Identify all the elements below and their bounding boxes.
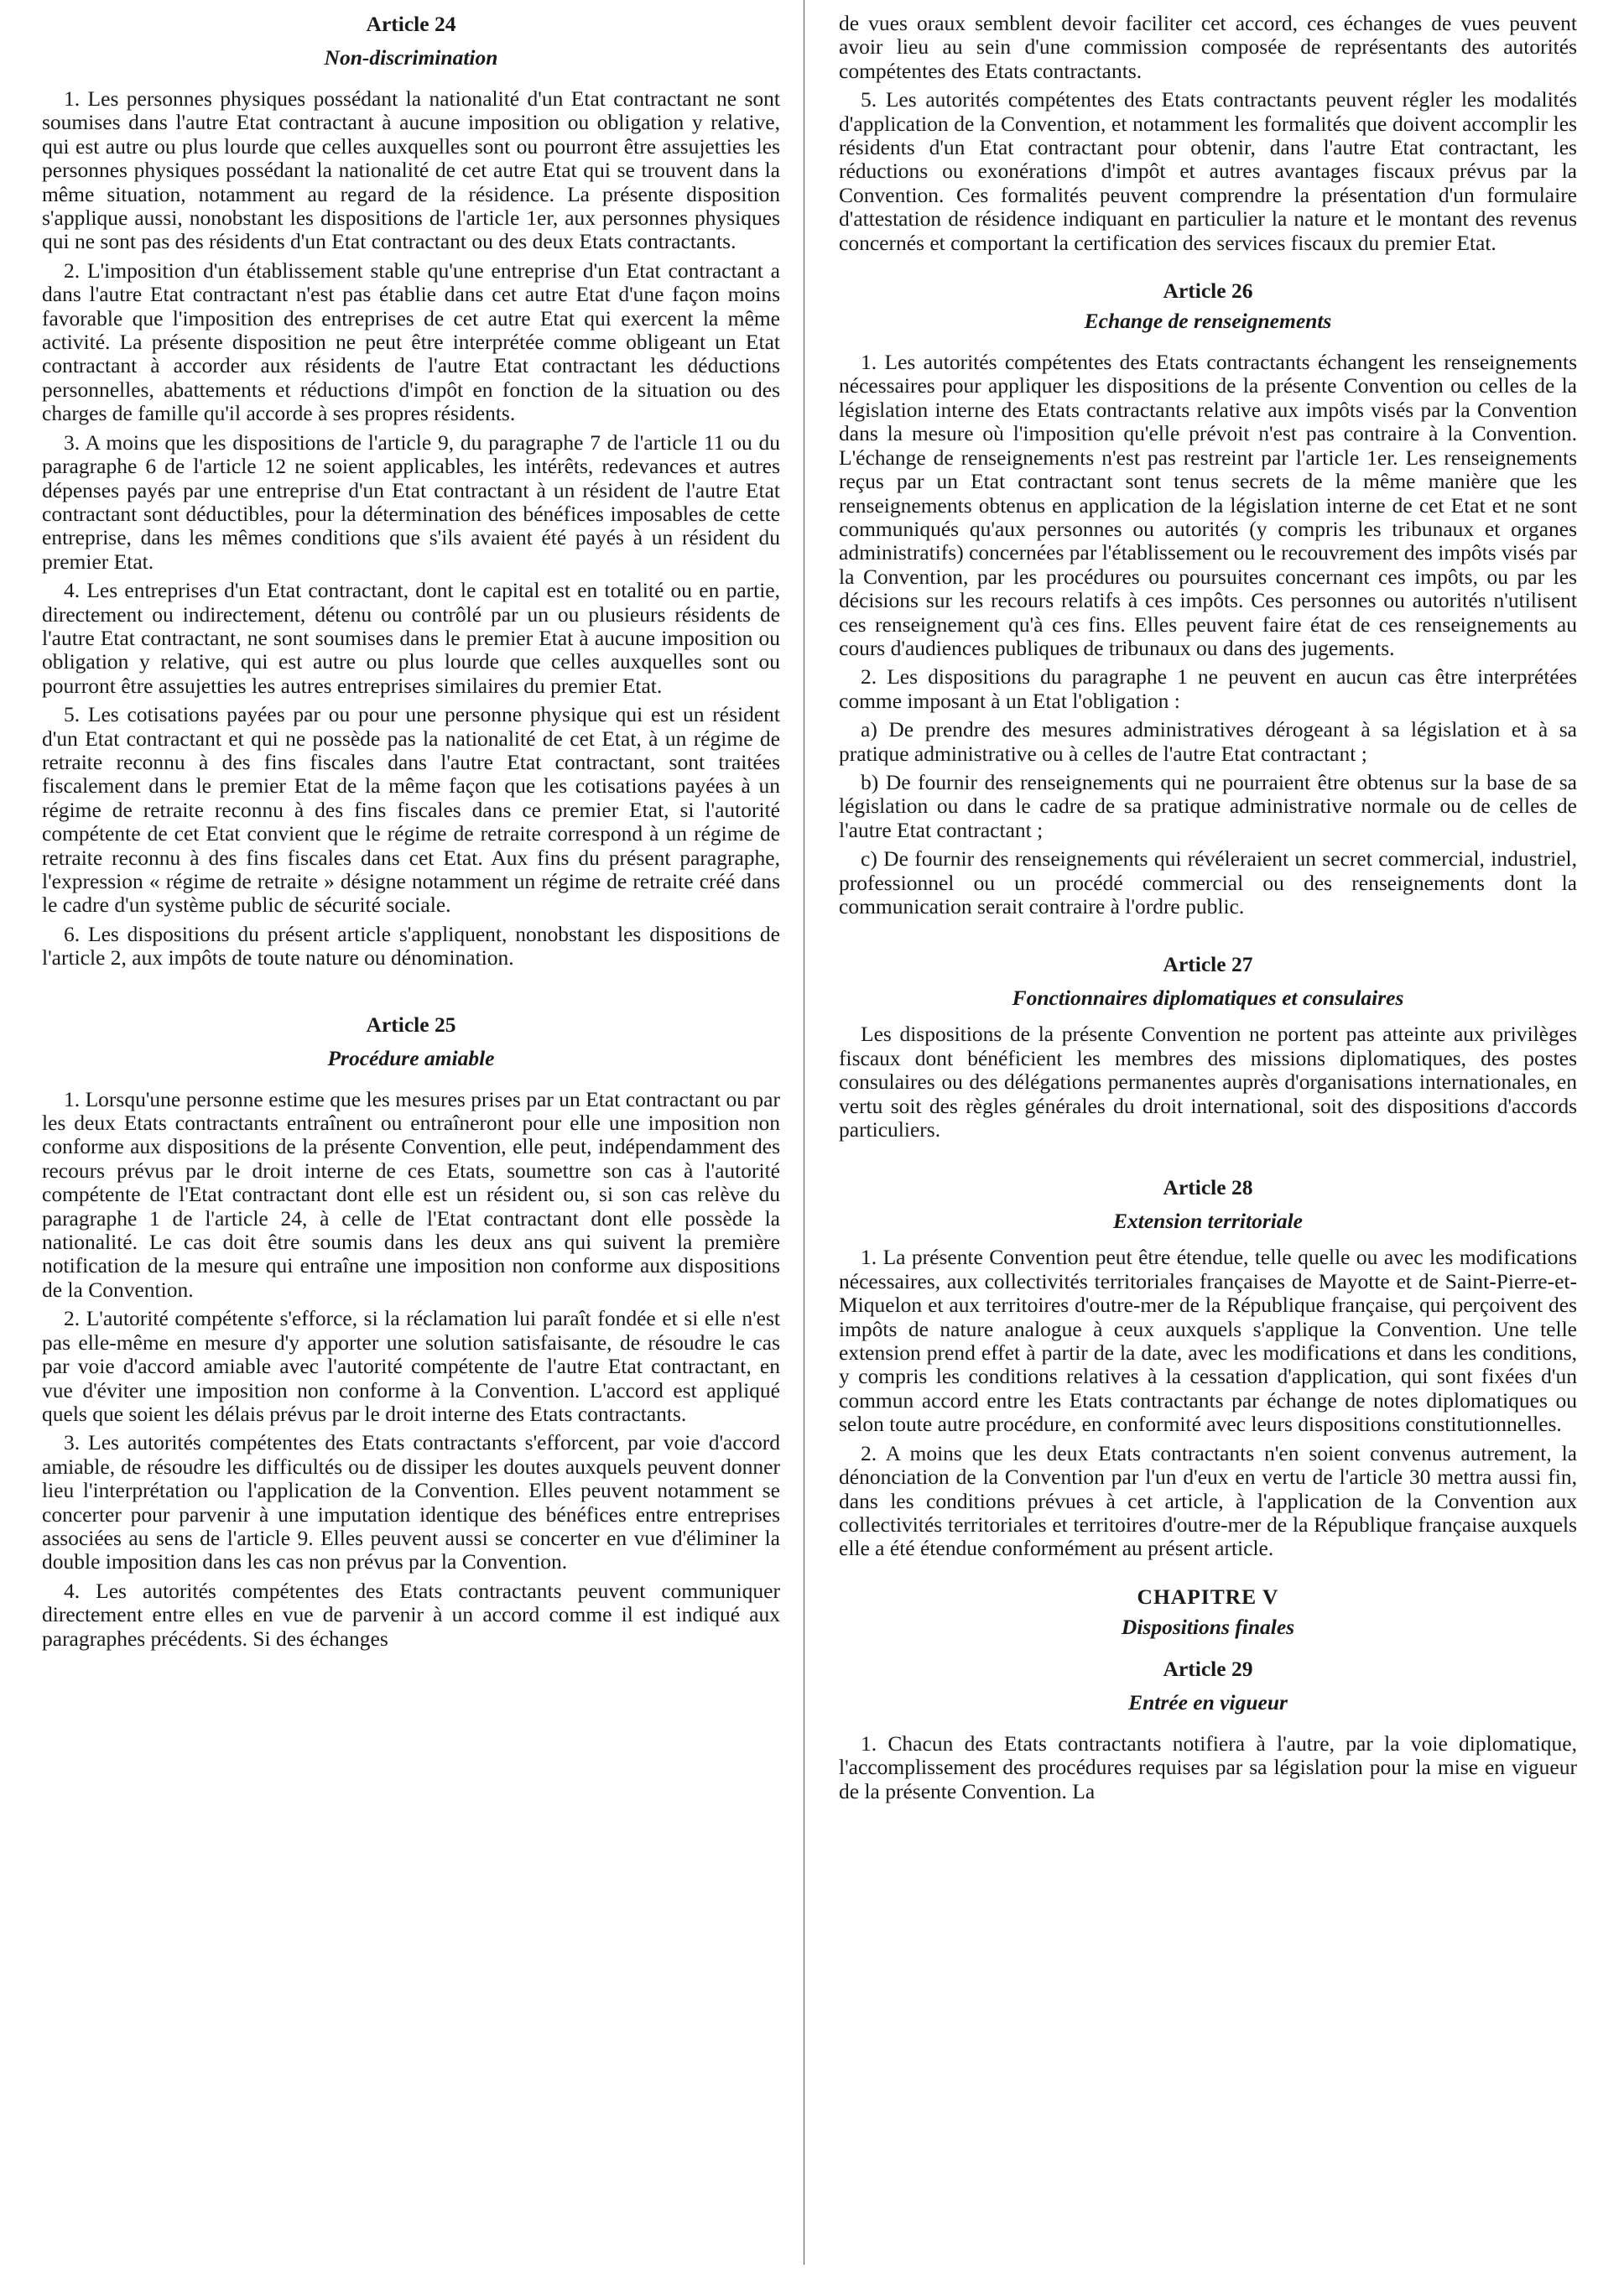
article-24-paragraph-1: 1. Les personnes physiques possédant la nationalité d'un Etat contractant ne sont soumises dans l'autre Etat contractant à aucune imposition ou obligation y relative, qui est autre ou plus lourde que celles auxquelles sont ou pourront être assujetties les personnes physiques possédant la nationalité de cet autre Etat qui se trouvent dans la même situation, notamment au regard de la résidence. La présente disposition s'applique aussi, nonobstant les dispositions de l'article 1er, aux personnes physiques qui ne sont pas des résidents d'un Etat contractant ou des deux Etats contractants. xyxy=(42,86,780,254)
article-25-paragraph-5: 5. Les autorités compétentes des Etats contractants peuvent régler les modalités d'application de la Convention, et notamment les formalités que doivent accomplir les résidents d'un Etat contractant pour obtenir, dans l'autre Etat contractant, les réductions ou exonérations d'impôt et autres avantages fiscaux prévus par la Convention. Ces formalités peuvent comprendre la présentation d'un formulaire d'attestation de résidence indiquant en particulier la nature et le montant des revenus concernés et comportant la certification des services fiscaux du premier Etat. xyxy=(839,87,1577,255)
article-26-item-a: a) De prendre des mesures administratives dérogeant à sa législation et à sa pratique administrative ou à celles de l'autre Etat contractant ; xyxy=(839,717,1577,766)
article-29-subtitle: Entrée en vigueur xyxy=(1128,1689,1288,1715)
article-28-subtitle: Extension territoriale xyxy=(1113,1209,1303,1234)
article-24-paragraph-6: 6. Les dispositions du présent article s'appliquent, nonobstant les dispositions de l'article 2, aux impôts de toute nature ou dénomination. xyxy=(42,921,780,970)
right-column xyxy=(839,0,1577,2274)
chapter-label: CHAPITRE V xyxy=(1137,1584,1279,1609)
article-24-paragraph-3: 3. A moins que les dispositions de l'article 9, du paragraphe 7 de l'article 11 ou du paragraphe 6 de l'article 12 ne soient applicables, les intérêts, redevances et autres dépenses payés par une entreprise d'un Etat contractant à un résident de l'autre Etat contractant sont déductibles, pour la détermination des bénéfices imposables de cette entreprise, dans les mêmes conditions que s'ils avaient été payés à un résident du premier Etat. xyxy=(42,429,780,574)
article-25-paragraph-3: 3. Les autorités compétentes des Etats contractants s'efforcent, par voie d'accord amiable, de résoudre les difficultés ou de dissiper les doutes auxquels peuvent donner lieu l'interprétation ou l'application de la Convention. Elles peuvent notamment se concerter pour parvenir à une imputation identique des bénéfices entre entreprises associées au sens de l'article 9. Elles peuvent aussi se concerter en vue d'éliminer la double imposition dans les cas non prévus par la Convention. xyxy=(42,1430,780,1574)
article-29-paragraph-1: 1. Chacun des Etats contractants notifiera à l'autre, par la voie diplomatique, l'accomplissement des procédures requises par sa législation pour la mise en vigueur de la présente Convention. La xyxy=(839,1730,1577,1803)
article-27-heading: Article 27 xyxy=(1163,952,1253,977)
article-27-paragraph-1: Les dispositions de la présente Convention ne portent pas atteinte aux privilèges fiscaux dont bénéficient les membres des missions diplomatiques, des postes consulaires ou des délégations permanentes auprès d'organisations internationales, en vertu soit des règles générales du droit international, soit des dispositions d'accords particuliers. xyxy=(839,1022,1577,1142)
article-28-paragraph-2: 2. A moins que les deux Etats contractants n'en soient convenus autrement, la dénonciation de la Convention par l'un d'eux en vertu de l'article 30 mettra aussi fin, dans les conditions prévues à cet article, à l'application de la Convention aux collectivités territoriales et territoires d'outre-mer de la République française auxquels elle a été étendue conformément au présent article. xyxy=(839,1440,1577,1561)
article-26-item-b: b) De fournir des renseignements qui ne pourraient être obtenus sur la base de sa législation ou dans le cadre de sa pratique administrative normale ou de celles de l'autre Etat contractant ; xyxy=(839,769,1577,842)
article-25-paragraph-4: 4. Les autorités compétentes des Etats contractants peuvent communiquer directement entre elles en vue de parvenir à un accord comme il est indiqué aux paragraphes précédents. Si des échanges xyxy=(42,1578,780,1651)
article-29-heading: Article 29 xyxy=(1163,1656,1253,1681)
article-24-paragraph-5: 5. Les cotisations payées par ou pour une personne physique qui est un résident d'un Etat contractant et qui ne possède pas la nationalité de cet Etat, à un régime de retraite reconnu à des fins fiscales dans l'autre Etat contractant, sont traitées fiscalement dans le premier Etat de la même façon que les cotisations payées à un régime de retraite reconnu à des fins fiscales dans ce premier Etat, si l'autorité compétente de cet Etat convient que le régime de retraite correspond à un régime de retraite reconnu à des fins fiscales dans cet Etat. Aux fins du présent paragraphe, l'expression « régime de retraite » désigne notamment un régime de retraite créé dans le cadre d'un système public de sécurité sociale. xyxy=(42,702,780,918)
article-28-paragraph-1: 1. La présente Convention peut être étendue, telle quelle ou avec les modifications nécessaires, aux collectivités territoriales françaises de Mayotte et de Saint-Pierre-et-Miquelon et aux territoires d'outre-mer de la République française, qui perçoivent des impôts de nature analogue à ceux auxquels s'applique la Convention. Une telle extension prend effet à partir de la date, avec les modifications et dans les conditions, y compris les conditions relatives à la cessation d'application, qui sont fixées d'un commun accord entre les Etats contractants par échange de notes diplomatiques ou selon toute autre procédure, en conformité avec leurs dispositions constitutionnelles. xyxy=(839,1245,1577,1437)
article-26-subtitle: Echange de renseignements xyxy=(1084,309,1332,334)
article-26-paragraph-1: 1. Les autorités compétentes des Etats contractants échangent les renseignements nécessaires pour appliquer les dispositions de la présente Convention ou celles de la législation interne des Etats contractants relative aux impôts visés par la Convention dans la mesure où l'imposition qu'elle prévoit n'est pas contraire à la Convention. L'échange de renseignements n'est pas restreint par l'article 1er. Les renseignements reçus par un Etat contractant sont tenus secrets de la même manière que les renseignements obtenus en application de la législation interne de cet Etat et ne sont communiqués qu'aux personnes ou autorités (y compris les tribunaux et organes administratifs) concernées par l'établissement ou le recouvrement des impôts visés par la Convention, par les procédures ou poursuites concernant ces impôts, ou par les décisions sur les recours relatifs à ces impôts. Ces personnes ou autorités n'utilisent ces renseignement qu'à ces fins. Elles peuvent faire état de ces renseignements au cours d'audiences publiques de tribunaux ou dans des jugements. xyxy=(839,350,1577,660)
article-28-heading: Article 28 xyxy=(1163,1175,1253,1200)
article-26-paragraph-2: 2. Les dispositions du paragraphe 1 ne peuvent en aucun cas être interprétées comme imposant à un Etat l'obligation : xyxy=(839,664,1577,713)
left-column xyxy=(42,0,780,2274)
article-24-heading: Article 24 xyxy=(366,12,456,36)
article-27-subtitle: Fonctionnaires diplomatiques et consulaires xyxy=(1012,986,1404,1011)
article-26-item-c: c) De fournir des renseignements qui révéleraient un secret commercial, industriel, professionnel ou un procédé commercial ou des renseignements dont la communication serait contraire à l'ordre public. xyxy=(839,846,1577,918)
article-25-subtitle: Procédure amiable xyxy=(327,1045,495,1070)
article-24-paragraph-2: 2. L'imposition d'un établissement stable qu'une entreprise d'un Etat contractant a dans l'autre Etat contractant n'est pas établie dans cet autre Etat d'une façon moins favorable que l'imposition des entreprises de cet autre Etat qui exercent la même activité. La présente disposition ne peut être interprétée comme obligeant un Etat contractant à accorder aux résidents de l'autre Etat contractant les déductions personnelles, abattements et réductions d'impôt en fonction de la situation ou des charges de famille qu'il accorde à ses propres résidents. xyxy=(42,258,780,426)
article-25-heading: Article 25 xyxy=(366,1012,456,1037)
article-25-paragraph-1: 1. Lorsqu'une personne estime que les mesures prises par un Etat contractant ou par les deux Etats contractants entraînent ou entraîneront pour elle une imposition non conforme aux dispositions de la présente Convention, elle peut, indépendamment des recours prévus par le droit interne de ces Etats, soumettre son cas à l'autorité compétente de l'Etat contractant dont elle est un résident ou, si son cas relève du paragraphe 1 de l'article 24, à celle de l'Etat contractant dont elle possède la nationalité. Le cas doit être soumis dans les deux ans qui suivent la première notification de la mesure qui entraîne une imposition non conforme aux dispositions de la Convention. xyxy=(42,1086,780,1302)
article-24-paragraph-4: 4. Les entreprises d'un Etat contractant, dont le capital est en totalité ou en partie, directement ou indirectement, détenu ou contrôlé par un ou plusieurs résidents de l'autre Etat contractant, ne sont soumises dans le premier Etat à aucune imposition ou obligation y relative, qui est autre ou plus lourde que celles auxquelles sont ou pourront être assujetties les autres entreprises similaires du premier Etat. xyxy=(42,578,780,698)
article-25-paragraph-4-continued: de vues oraux semblent devoir faciliter cet accord, ces échanges de vues peuvent avoir lieu au sein d'une commission composée de représentants des autorités compétentes des Etats contractants. xyxy=(839,11,1577,83)
article-26-heading: Article 26 xyxy=(1163,278,1253,304)
article-24-subtitle: Non-discrimination xyxy=(324,45,498,70)
article-25-paragraph-2: 2. L'autorité compétente s'efforce, si la réclamation lui paraît fondée et si elle n'est pas elle-même en mesure d'y apporter une solution satisfaisante, de résoudre le cas par voie d'accord amiable avec l'autorité compétente de l'autre Etat contractant, en vue d'éviter une imposition non conforme à la Convention. L'accord est appliqué quels que soient les délais prévus par le droit interne des Etats contractants. xyxy=(42,1306,780,1426)
chapter-title: Dispositions finales xyxy=(1121,1614,1295,1639)
